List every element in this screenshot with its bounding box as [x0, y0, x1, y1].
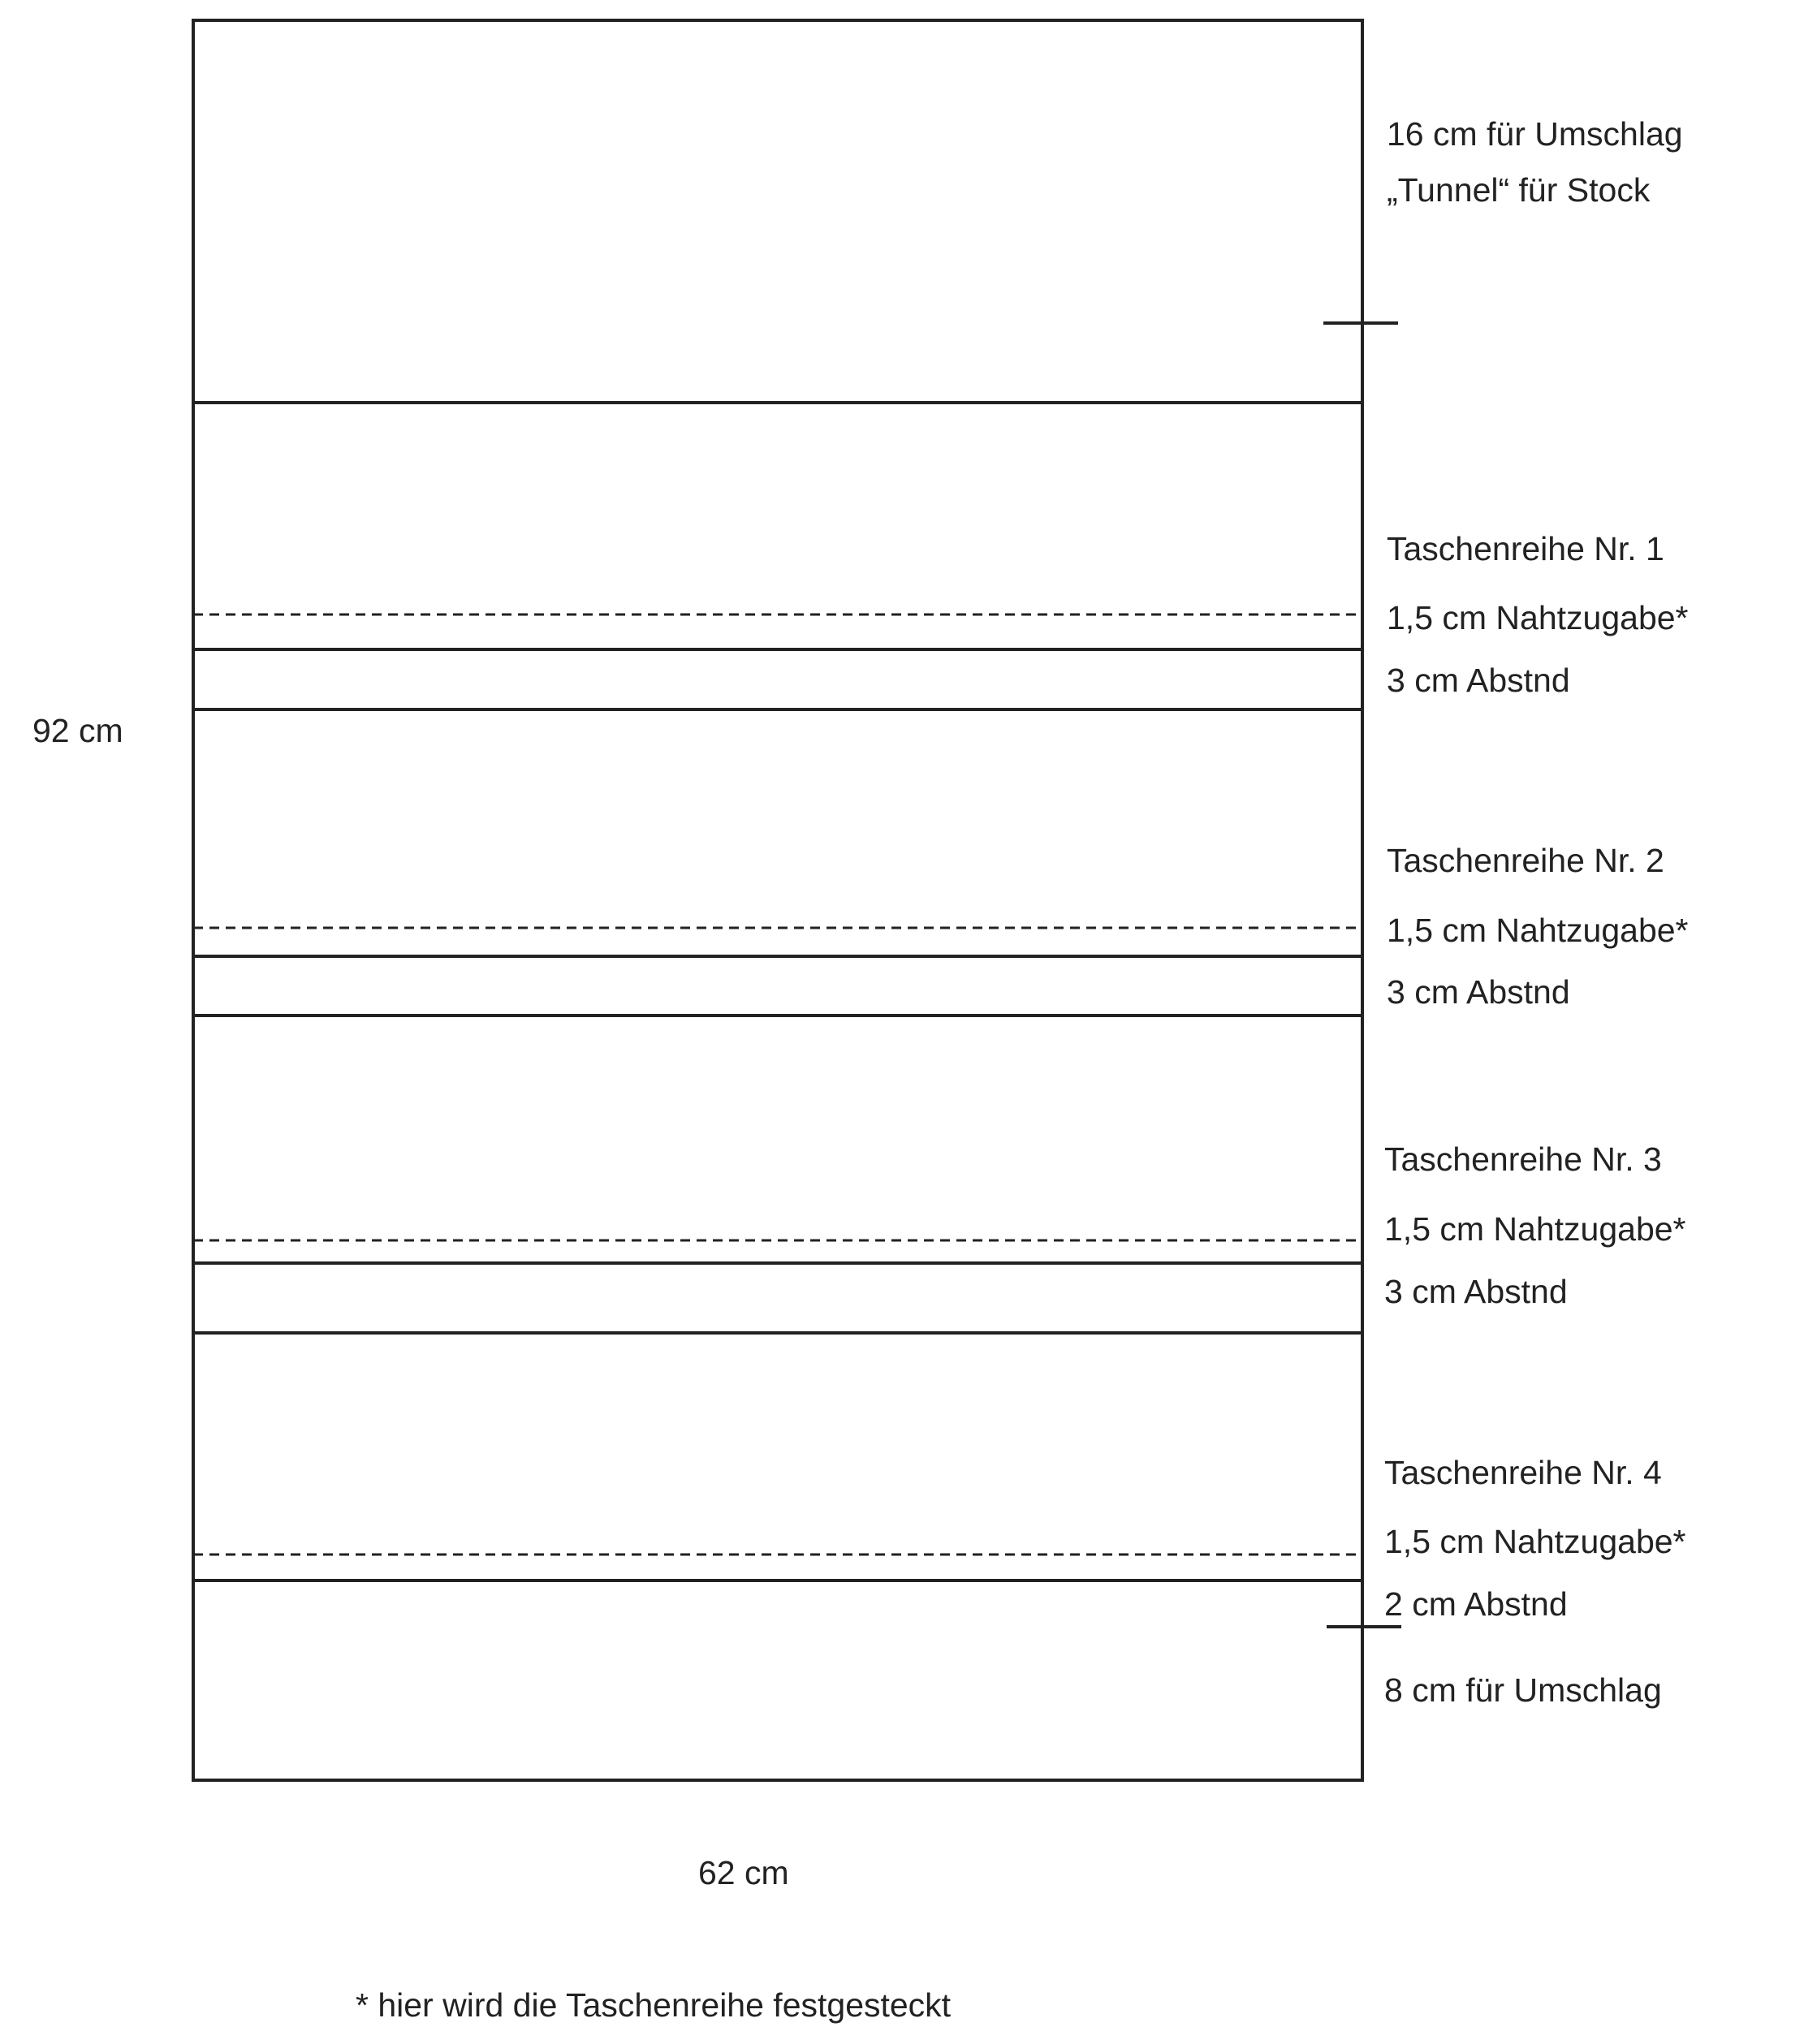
row-4-gap: 2 cm Abstnd — [1384, 1585, 1568, 1623]
row-3-title: Taschenreihe Nr. 3 — [1384, 1141, 1662, 1178]
fabric-outline — [193, 20, 1362, 1780]
row-2-title: Taschenreihe Nr. 2 — [1387, 842, 1664, 879]
row-2-seam: 1,5 cm Nahtzugabe* — [1387, 912, 1689, 949]
row-3-gap: 3 cm Abstnd — [1384, 1273, 1568, 1310]
height-label: 92 cm — [32, 712, 123, 749]
row-1-gap: 3 cm Abstnd — [1387, 662, 1570, 699]
row-3-seam: 1,5 cm Nahtzugabe* — [1384, 1210, 1686, 1248]
row-1-seam: 1,5 cm Nahtzugabe* — [1387, 599, 1689, 636]
row-4-seam: 1,5 cm Nahtzugabe* — [1384, 1523, 1686, 1560]
row-2-gap: 3 cm Abstnd — [1387, 973, 1570, 1011]
row-4-title: Taschenreihe Nr. 4 — [1384, 1454, 1662, 1491]
row-1-title: Taschenreihe Nr. 1 — [1387, 530, 1664, 567]
bottom-section-label: 8 cm für Umschlag — [1384, 1671, 1662, 1709]
top-section-label-1: 16 cm für Umschlag — [1387, 115, 1683, 153]
top-section-label-2: „Tunnel“ für Stock — [1387, 171, 1651, 209]
footnote: * hier wird die Taschenreihe festgesteckt — [356, 1986, 952, 2024]
width-label: 62 cm — [698, 1854, 789, 1891]
